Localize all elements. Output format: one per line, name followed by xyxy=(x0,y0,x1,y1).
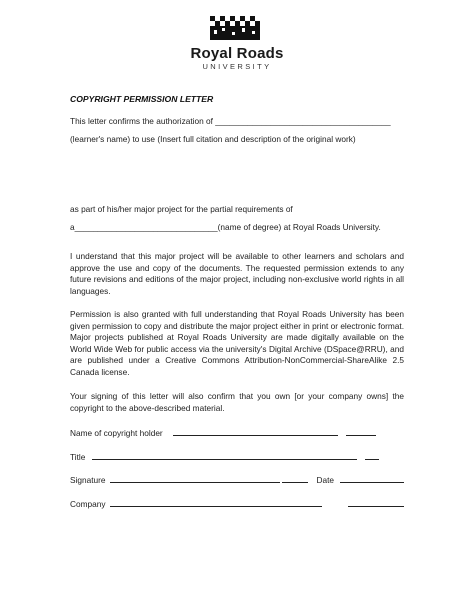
company-blank[interactable] xyxy=(110,498,322,507)
title-blank-extra[interactable] xyxy=(365,451,379,460)
company-field[interactable] xyxy=(70,498,404,509)
title-label: Title xyxy=(70,452,86,462)
authorization-line: This letter confirms the authorization of ______________________________________ xyxy=(70,116,391,126)
signature-blank-extra[interactable] xyxy=(282,474,308,483)
title-blank[interactable] xyxy=(92,451,357,460)
copyright-holder-field[interactable] xyxy=(70,427,376,438)
understand-paragraph: I understand that this major project will be available to other learners and scholars and approve the use and copy of the documents. The requested permission extends to any future revisions and editions of the major project, including non-exclusive world rights in all languages. xyxy=(70,251,404,296)
royal-roads-logo-icon xyxy=(210,16,262,40)
letter-title: COPYRIGHT PERMISSION LETTER xyxy=(70,94,214,104)
date-label: Date xyxy=(316,475,334,485)
partial-requirements-line: as part of his/her major project for the partial requirements of xyxy=(70,204,293,214)
company-blank-extra[interactable] xyxy=(348,498,404,507)
university-name: Royal Roads xyxy=(190,45,284,62)
signature-blank[interactable] xyxy=(110,474,280,483)
copyright-holder-label: Name of copyright holder xyxy=(70,428,163,438)
degree-line: a_______________________________(name of degree) at Royal Roads University. xyxy=(70,222,381,232)
company-label: Company xyxy=(70,499,106,509)
permission-paragraph: Permission is also granted with full understanding that Royal Roads University has been given permission to copy and distribute the major project either in print or electronic format. Major projects published at Royal Roads University are made digitally available on the World Wide Web for public access via the university's Digital Archive (DSpace@RRU), and are published under a Creative Commons Attribution-NonCommercial-ShareAlike 2.5 Canada license. xyxy=(70,309,404,377)
university-subtitle: UNIVERSITY xyxy=(202,62,272,71)
signature-label: Signature xyxy=(70,475,106,485)
title-field[interactable] xyxy=(70,451,379,462)
date-blank[interactable] xyxy=(340,474,404,483)
copyright-holder-blank[interactable] xyxy=(173,427,338,436)
copyright-holder-blank-extra[interactable] xyxy=(346,427,376,436)
learner-line: (learner's name) to use (Insert full citation and description of the original work) xyxy=(70,134,356,144)
signature-date-field[interactable] xyxy=(70,474,404,485)
signing-paragraph: Your signing of this letter will also confirm that you own [or your company owns] the copyright to the above-described material. xyxy=(70,391,404,413)
